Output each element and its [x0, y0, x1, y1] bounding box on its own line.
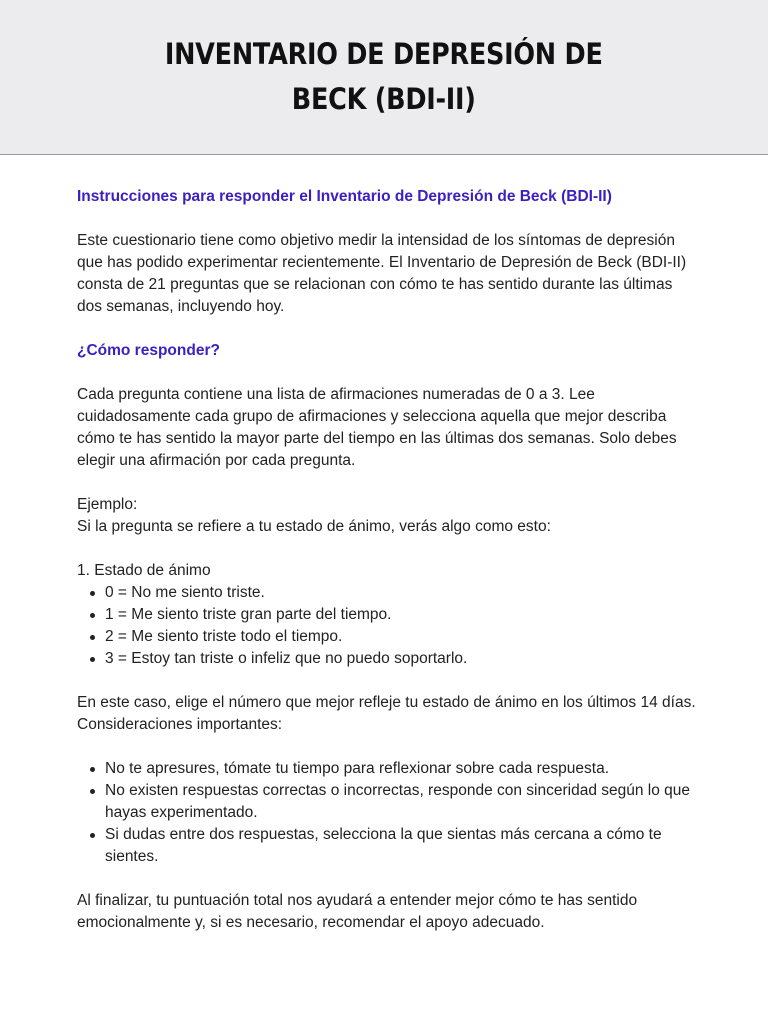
- example-question: 1. Estado de ánimo: [77, 562, 211, 579]
- list-item: 3 = Estoy tan triste o infeliz que no puedo soportarlo.: [77, 648, 698, 670]
- closing-paragraph: Al finalizar, tu puntuación total nos ayudará a entender mejor cómo te has sentido emocionalmente y, si es necesario, recomendar el apoyo adecuado.: [77, 892, 638, 931]
- example-options-list: [77, 582, 698, 670]
- list-item: No te apresures, tómate tu tiempo para reflexionar sobre cada respuesta.: [77, 758, 698, 780]
- considerations-list: [77, 758, 698, 868]
- title-band: [0, 0, 768, 155]
- instructions-heading: Instrucciones para responder el Inventario de Depresión de Beck (BDI-II): [77, 188, 612, 205]
- document-body: [0, 155, 768, 934]
- list-item: 1 = Me siento triste gran parte del tiempo.: [77, 604, 698, 626]
- example-note: En este caso, elige el número que mejor refleje tu estado de ánimo en los últimos 14 días.: [77, 694, 696, 711]
- list-item: 2 = Me siento triste todo el tiempo.: [77, 626, 698, 648]
- list-item: 0 = No me siento triste.: [77, 582, 698, 604]
- how-to-paragraph: Cada pregunta contiene una lista de afirmaciones numeradas de 0 a 3. Lee cuidadosamente cada grupo de afirmaciones y selecciona aquella que mejor describa cómo te has sentido la mayor parte del tiempo en las últimas dos semanas. Solo debes elegir una afirmación por cada pregunta.: [77, 386, 677, 469]
- page-title-line-1: INVENTARIO DE DEPRESIÓN DE: [165, 37, 603, 71]
- page-title-line-2: BECK (BDI-II): [292, 82, 476, 116]
- considerations-heading: Consideraciones importantes:: [77, 716, 283, 733]
- list-item: No existen respuestas correctas o incorrectas, responde con sinceridad según lo que hayas experimentado.: [77, 780, 698, 824]
- example-lead: Si la pregunta se refiere a tu estado de ánimo, verás algo como esto:: [77, 518, 551, 535]
- list-item: Si dudas entre dos respuestas, selecciona la que sientas más cercana a cómo te sientes.: [77, 824, 698, 868]
- how-to-heading: ¿Cómo responder?: [77, 342, 220, 359]
- example-label: Ejemplo:: [77, 496, 138, 513]
- page-title: [165, 32, 603, 122]
- intro-paragraph: Este cuestionario tiene como objetivo medir la intensidad de los síntomas de depresión que has podido experimentar recientemente. El Inventario de Depresión de Beck (BDI-II) consta de 21 preguntas que se relacionan con cómo te has sentido durante las últimas dos semanas, incluyendo hoy.: [77, 232, 687, 315]
